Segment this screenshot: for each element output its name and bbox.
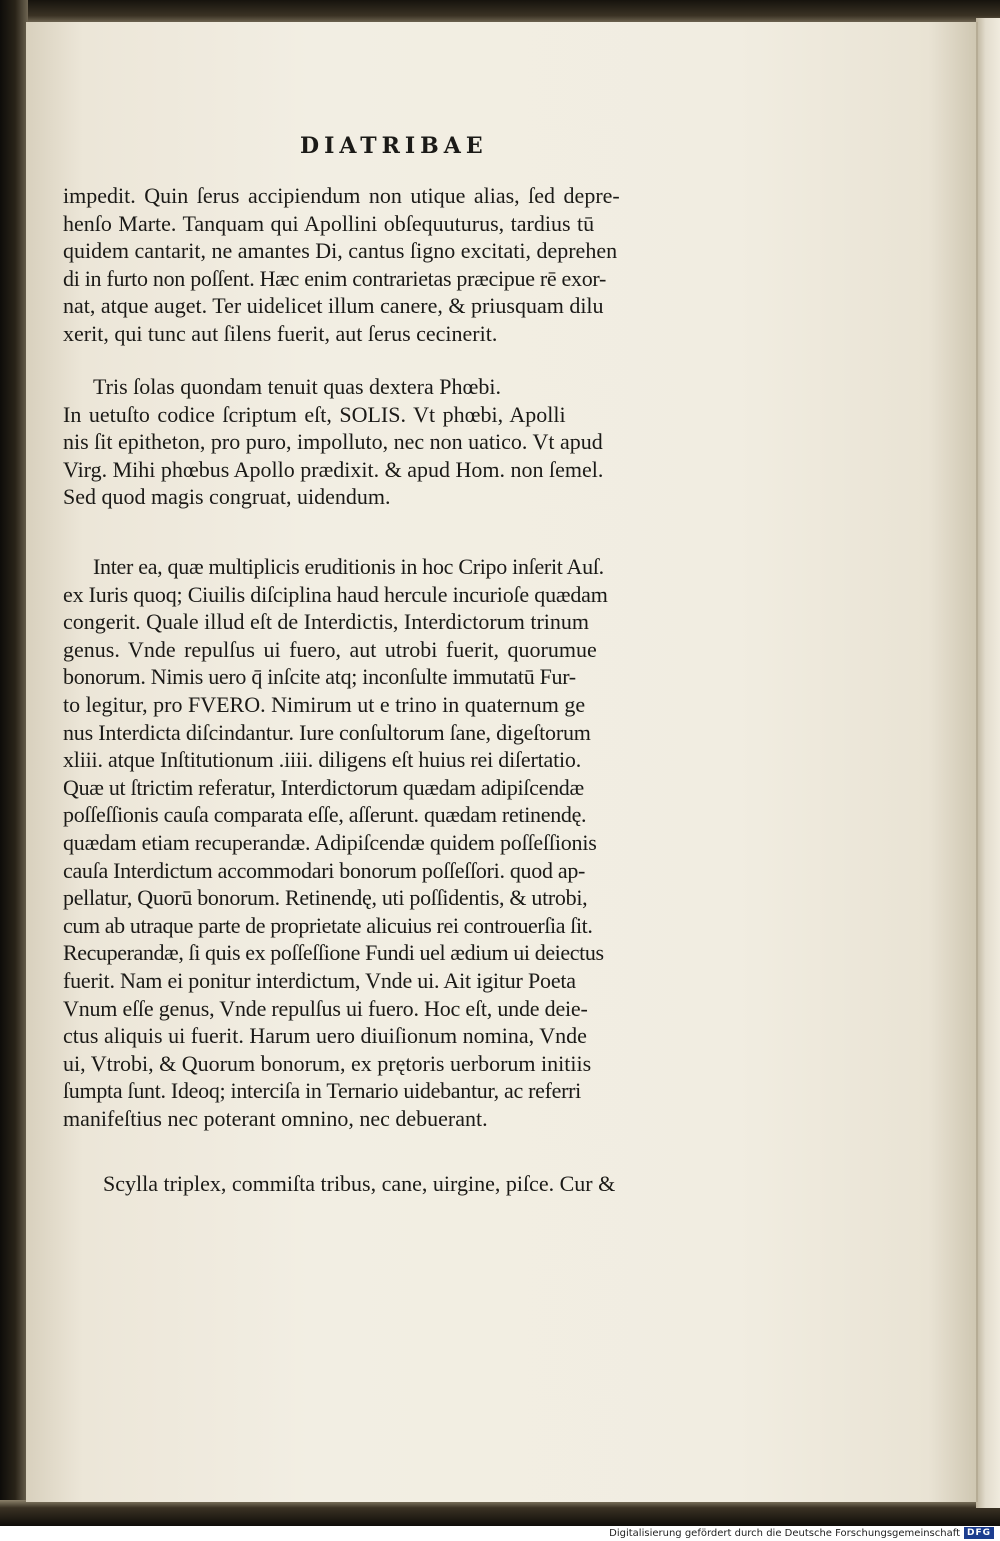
text-line: quædam etiam recuperandæ. Adipiſcendæ quidem poſſeſſionis — [63, 829, 597, 855]
text-line: In uetuſto codice ſcriptum eſt, SOLIS. Vt phœbi, Apolli — [63, 401, 566, 427]
paragraph-4 — [63, 1170, 703, 1198]
text-line: Sed quod magis congruat, uidendum. — [63, 484, 391, 510]
paragraph-1 — [63, 182, 703, 348]
running-title: DIATRIBAE — [300, 133, 488, 159]
paragraph-2 — [63, 373, 703, 511]
text-line: nus Interdicta diſcindantur. Iure conſultorum ſane, digeſtorum — [63, 719, 591, 745]
text-line: ctus aliquis ui fuerit. Harum uero diuiſionum nomina, Vnde — [63, 1023, 587, 1049]
text-line: nat, atque auget. Ter uidelicet illum canere, & priusquam dilu — [63, 293, 604, 319]
text-line: to legitur, pro FVERO. Nimirum ut e trino in quaternum ge — [63, 691, 586, 717]
dfg-logo: DFG — [964, 1527, 994, 1539]
text-line: Tris ſolas quondam tenuit quas dextera Phœbi. — [93, 374, 501, 399]
text-line: henſo Marte. Tanquam qui Apollini obſequuturus, tardius tū — [63, 210, 595, 236]
text-line: pellatur, Quorū bonorum. Retinendę, uti poſſidentis, & utrobi, — [63, 885, 588, 911]
text-line: Vnum eſſe genus, Vnde repulſus ui fuero. Hoc eſt, unde deie- — [63, 995, 588, 1021]
text-line: cum ab utraque parte de proprietate alicuius rei controuerſia ſit. — [63, 912, 593, 938]
text-line: genus. Vnde repulſus ui fuero, aut utrobi fuerit, quorumue — [63, 636, 597, 662]
text-line: ui, Vtrobi, & Quorum bonorum, ex prętoris uerborum initiis — [63, 1050, 592, 1076]
text-line: impedit. Quin ſerus accipiendum non utique alias, ſed depre- — [63, 183, 620, 208]
text-line: cauſa Interdictum accommodari bonorum poſſeſſori. quod ap- — [63, 857, 586, 883]
text-line: manifeſtius nec poterant omnino, nec debuerant. — [63, 1105, 488, 1131]
paragraph-3 — [63, 553, 703, 1132]
text-line: xliii. atque Inſtitutionum .iiii. diligens eſt huius rei diſertatio. — [63, 747, 581, 773]
text-line: nis ſit epitheton, pro puro, impolluto, nec non uatico. Vt apud — [63, 429, 603, 455]
text-line: di in furto non poſſent. Hæc enim contrarietas præcipue rē exor- — [63, 265, 607, 291]
text-line: fuerit. Nam ei ponitur interdictum, Vnde ui. Ait igitur Poeta — [63, 967, 576, 993]
text-line: Inter ea, quæ multiplicis eruditionis in hoc Cripo inſerit Auſ. — [93, 554, 604, 579]
book-cover-left-edge — [0, 0, 28, 1525]
text-line: Recuperandæ, ſi quis ex poſſeſſione Fundi uel ædium ui deiectus — [63, 940, 604, 966]
text-line: quidem cantarit, ne amantes Di, cantus ſigno excitati, deprehen — [63, 238, 618, 264]
text-line: Virg. Mihi phœbus Apollo prædixit. & apud Hom. non ſemel. — [63, 456, 604, 482]
text-line: xerit, qui tunc aut ſilens fuerit, aut ſerus cecinerit. — [63, 320, 498, 346]
footer-bar — [0, 1526, 1000, 1541]
funding-credit: Digitalisierung gefördert durch die Deutsche Forschungsgemeinschaft — [609, 1528, 960, 1539]
text-line: congerit. Quale illud eſt de Interdictis, Interdictorum trinum — [63, 609, 590, 635]
page-fore-edge — [976, 18, 1000, 1508]
book-cover-bottom-edge — [0, 1500, 1000, 1526]
text-line: ſumpta ſunt. Ideoq; interciſa in Ternario uidebantur, ac referri — [63, 1078, 581, 1104]
text-line: poſſeſſionis cauſa comparata eſſe, aſſerunt. quædam retinendę. — [63, 802, 587, 828]
text-line: ex Iuris quoq; Ciuilis diſciplina haud hercule incurioſe quædam — [63, 581, 608, 607]
text-line: Scylla triplex, commiſta tribus, cane, uirgine, piſce. Cur & — [103, 1171, 616, 1196]
text-line: Quæ ut ſtrictim referatur, Interdictorum quædam adipiſcendæ — [63, 774, 584, 800]
text-line: bonorum. Nimis uero q̄ inſcite atq; inconſulte immutatū Fur- — [63, 664, 576, 690]
